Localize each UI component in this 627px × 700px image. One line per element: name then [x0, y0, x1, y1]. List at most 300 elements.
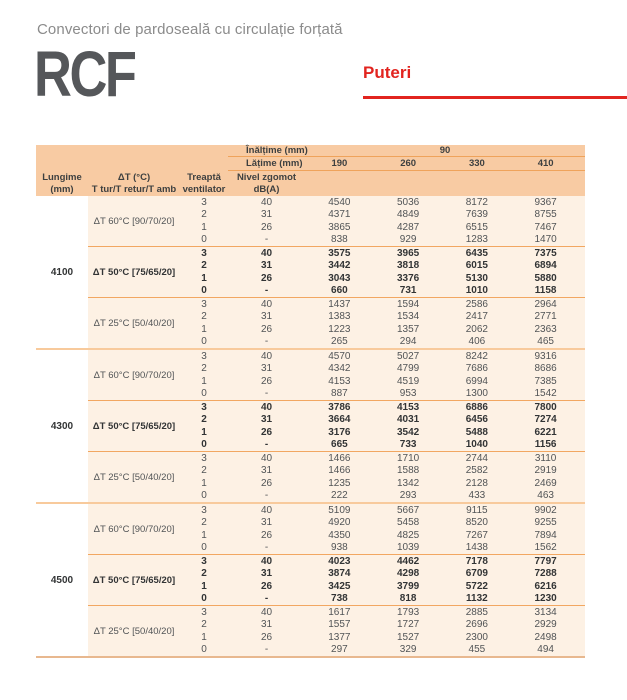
value-cell: 6221 [534, 426, 557, 438]
value-cell: 818 [399, 593, 417, 605]
value-cell: 4342 [328, 363, 351, 375]
value-cell: 2469 [534, 477, 557, 489]
value-cell: 1357 [397, 323, 420, 335]
value-cell: 265 [331, 336, 348, 348]
length-group [36, 196, 585, 348]
value-cell: 9115 [466, 504, 488, 516]
header-latime-410: 410 [537, 158, 554, 169]
value-cell: 1527 [397, 631, 420, 643]
data-row [180, 504, 585, 517]
value-cell: 1438 [465, 542, 488, 554]
value-cell: 3865 [328, 221, 351, 233]
value-cell: 1039 [397, 542, 420, 554]
dt-subgroup [88, 350, 585, 400]
data-row [180, 606, 585, 619]
treapta-cell: 2 [201, 619, 207, 631]
value-cell: 1383 [328, 311, 351, 323]
value-cell: 222 [331, 490, 348, 502]
value-cell: 5880 [534, 272, 557, 284]
value-cell: 2919 [534, 465, 557, 477]
value-cell: 294 [399, 336, 417, 348]
treapta-cell: 0 [201, 593, 207, 605]
data-row [180, 593, 585, 606]
data-row [180, 631, 585, 644]
value-cell: 433 [468, 490, 486, 502]
data-row [180, 375, 585, 388]
value-cell: 7178 [465, 555, 488, 567]
value-cell: 3818 [397, 260, 420, 272]
header-col-treapta-line2: ventilator [182, 183, 226, 195]
value-cell: 4849 [397, 209, 420, 221]
value-cell: 494 [537, 644, 554, 656]
value-cell: 4920 [328, 517, 351, 529]
treapta-cell: 0 [201, 644, 207, 656]
treapta-cell: 3 [201, 452, 207, 464]
zgomot-cell: - [264, 234, 269, 246]
value-cell: 455 [468, 644, 486, 656]
value-cell: 1132 [466, 593, 488, 605]
treapta-cell: 1 [201, 221, 207, 233]
value-cell: 4540 [328, 196, 351, 208]
zgomot-cell: 26 [260, 272, 273, 284]
section-header [363, 63, 627, 99]
value-cell: 1534 [397, 311, 420, 323]
value-cell: 329 [399, 644, 417, 656]
value-cell: 297 [331, 644, 348, 656]
header-col-dt-line2: T tur/T retur/T amb [91, 183, 177, 195]
value-cell: 4371 [328, 209, 351, 221]
dt-label: ΔT 25°C [50/40/20] [93, 317, 175, 329]
treapta-cell: 2 [201, 209, 207, 221]
dt-label: ΔT 50°C [75/65/20] [92, 574, 176, 586]
data-row [180, 285, 585, 298]
data-row [180, 517, 585, 530]
value-cell: 1223 [328, 323, 351, 335]
treapta-cell: 1 [201, 272, 207, 284]
value-cell: 3799 [397, 580, 420, 592]
lungime-cell: 4300 [36, 350, 88, 502]
page-subtitle: Convectori de pardoseală cu circulație forțată [37, 21, 343, 38]
treapta-cell: 0 [201, 234, 207, 246]
header-col-lungime [36, 171, 88, 196]
treapta-cell: 1 [201, 631, 207, 643]
value-cell: 1437 [328, 298, 351, 310]
zgomot-cell: 40 [260, 196, 273, 208]
value-cell: 2885 [465, 606, 488, 618]
treapta-cell: 0 [201, 490, 207, 502]
treapta-cell: 1 [201, 426, 207, 438]
dt-label: ΔT 25°C [50/40/20] [93, 471, 175, 483]
header-col-zgomot [228, 171, 305, 196]
subgroup-rows [180, 452, 585, 502]
value-cell: 1283 [465, 234, 488, 246]
value-cell: 406 [468, 336, 486, 348]
value-cell: 4519 [397, 375, 420, 387]
value-cell: 2582 [465, 465, 488, 477]
value-cell: 4570 [328, 350, 351, 362]
value-cell: 6015 [465, 260, 488, 272]
treapta-cell: 3 [201, 247, 207, 259]
treapta-cell: 1 [201, 529, 207, 541]
data-row [180, 272, 585, 285]
treapta-cell: 1 [201, 323, 207, 335]
zgomot-cell: - [264, 336, 269, 348]
data-row [180, 350, 585, 363]
value-cell: 1727 [397, 619, 420, 631]
data-row [180, 619, 585, 632]
zgomot-cell: 31 [260, 568, 273, 580]
lungime-cell: 4100 [36, 196, 88, 348]
value-cell: 4298 [397, 568, 420, 580]
value-cell: 6456 [465, 414, 488, 426]
data-row [180, 644, 585, 657]
subgroup-rows [180, 196, 585, 246]
value-cell: 6994 [465, 375, 488, 387]
powers-table [36, 145, 585, 658]
dt-subgroup [88, 451, 585, 502]
zgomot-cell: 40 [260, 247, 273, 259]
value-cell: 929 [399, 234, 417, 246]
value-cell: 1010 [465, 285, 488, 297]
subgroup-rows [180, 606, 585, 656]
value-cell: 9316 [534, 350, 557, 362]
treapta-cell: 2 [201, 414, 207, 426]
treapta-cell: 3 [201, 606, 207, 618]
treapta-cell: 0 [201, 388, 207, 400]
data-row [180, 426, 585, 439]
treapta-cell: 1 [201, 580, 207, 592]
dt-subgroup [88, 554, 585, 605]
table-header [36, 145, 585, 196]
dt-label: ΔT 25°C [50/40/20] [93, 625, 175, 637]
value-cell: 3442 [328, 260, 351, 272]
value-cell: 3425 [328, 580, 351, 592]
value-cell: 9367 [534, 196, 557, 208]
value-cell: 7385 [534, 375, 557, 387]
data-row [180, 311, 585, 324]
value-cell: 1588 [397, 465, 420, 477]
dt-label: ΔT 50°C [75/65/20] [92, 420, 176, 432]
value-cell: 7894 [534, 529, 557, 541]
value-cell: 7288 [534, 568, 557, 580]
value-cell: 7267 [465, 529, 488, 541]
data-row [180, 298, 585, 311]
data-row [180, 452, 585, 465]
treapta-cell: 3 [201, 350, 207, 362]
treapta-cell: 3 [201, 401, 207, 413]
zgomot-cell: 31 [260, 209, 273, 221]
treapta-cell: 2 [201, 363, 207, 375]
header-row-inaltime [36, 145, 585, 157]
data-row [180, 477, 585, 490]
value-cell: 2498 [534, 631, 557, 643]
value-cell: 6894 [534, 260, 557, 272]
data-row [180, 542, 585, 555]
value-cell: 7467 [534, 221, 557, 233]
dt-subgroup [88, 196, 585, 246]
treapta-cell: 2 [201, 311, 207, 323]
zgomot-cell: 31 [260, 465, 273, 477]
value-cell: 6886 [465, 401, 488, 413]
value-cell: 731 [399, 285, 417, 297]
header-col-treapta [180, 171, 228, 196]
treapta-cell: 3 [201, 504, 207, 516]
value-cell: 1377 [328, 631, 351, 643]
value-cell: 1710 [397, 452, 420, 464]
value-cell: 1470 [534, 234, 557, 246]
value-cell: 3110 [534, 452, 557, 464]
header-col-treapta-line1: Treaptă [187, 172, 221, 184]
value-cell: 6435 [465, 247, 488, 259]
zgomot-cell: 26 [260, 221, 273, 233]
value-cell: 7800 [534, 401, 557, 413]
value-cell: 4023 [328, 555, 351, 567]
section-title: Puteri [363, 63, 412, 82]
value-cell: 4031 [397, 414, 420, 426]
value-cell: 465 [537, 336, 554, 348]
dt-subgroup [88, 504, 585, 554]
length-group [36, 502, 585, 656]
zgomot-cell: 26 [260, 375, 273, 387]
value-cell: 2586 [465, 298, 488, 310]
header-inaltime-value: 90 [439, 145, 451, 156]
value-cell: 8520 [465, 517, 488, 529]
value-cell: 5109 [328, 504, 351, 516]
subgroup-rows [180, 401, 585, 451]
treapta-cell: 0 [201, 439, 207, 451]
value-cell: 2417 [465, 311, 488, 323]
value-cell: 2929 [534, 619, 557, 631]
value-cell: 7686 [465, 363, 488, 375]
value-cell: 9902 [534, 504, 557, 516]
dt-subgroup [88, 400, 585, 451]
header-spacer [36, 145, 228, 157]
zgomot-cell: 40 [260, 606, 273, 618]
value-cell: 3786 [328, 401, 351, 413]
data-row [180, 221, 585, 234]
value-cell: 838 [331, 234, 348, 246]
zgomot-cell: 26 [260, 631, 273, 643]
value-cell: 5488 [465, 426, 488, 438]
subgroup-rows [180, 504, 585, 554]
value-cell: 7639 [465, 209, 488, 221]
value-cell: 3542 [397, 426, 420, 438]
treapta-cell: 2 [201, 568, 207, 580]
value-cell: 887 [331, 388, 348, 400]
product-code: RCF [34, 38, 135, 110]
value-cell: 3376 [397, 272, 420, 284]
treapta-cell: 0 [201, 336, 207, 348]
data-row [180, 388, 585, 401]
value-cell: 3664 [328, 414, 351, 426]
value-cell: 1342 [397, 477, 420, 489]
dt-label: ΔT 60°C [90/70/20] [93, 369, 175, 381]
subgroup-rows [180, 298, 585, 348]
value-cell: 293 [399, 490, 417, 502]
data-row [180, 490, 585, 503]
zgomot-cell: - [264, 490, 269, 502]
zgomot-cell: 26 [260, 323, 273, 335]
zgomot-cell: - [264, 439, 269, 451]
data-row [180, 209, 585, 222]
zgomot-cell: 31 [260, 363, 273, 375]
data-row [180, 555, 585, 568]
header-latime-330: 330 [468, 158, 485, 169]
data-row [180, 234, 585, 247]
value-cell: 4799 [397, 363, 420, 375]
data-row [180, 260, 585, 273]
zgomot-cell: 40 [260, 401, 273, 413]
treapta-cell: 0 [201, 542, 207, 554]
header-latime-260: 260 [400, 158, 417, 169]
value-cell: 1235 [328, 477, 351, 489]
data-row [180, 363, 585, 376]
value-cell: 1562 [534, 542, 557, 554]
data-row [180, 580, 585, 593]
zgomot-cell: 31 [260, 311, 273, 323]
value-cell: 7797 [534, 555, 557, 567]
treapta-cell: 3 [201, 298, 207, 310]
data-row [180, 401, 585, 414]
subgroup-rows [180, 555, 585, 605]
value-cell: 2744 [465, 452, 488, 464]
value-cell: 953 [399, 388, 417, 400]
data-row [180, 196, 585, 209]
value-cell: 1230 [534, 593, 557, 605]
subgroup-rows [180, 247, 585, 297]
zgomot-cell: 31 [260, 619, 273, 631]
value-cell: 4153 [328, 375, 351, 387]
dt-label: ΔT 60°C [90/70/20] [93, 523, 175, 535]
header-inaltime-label: Înălțime (mm) [246, 145, 308, 156]
value-cell: 9255 [534, 517, 557, 529]
dt-subgroup [88, 297, 585, 348]
group-right [88, 350, 585, 502]
header-col-dt-line1: ΔT (°C) [117, 172, 151, 184]
value-cell: 3965 [397, 247, 420, 259]
value-cell: 8242 [465, 350, 488, 362]
value-cell: 5458 [397, 517, 420, 529]
data-row [180, 568, 585, 581]
dt-label: ΔT 50°C [75/65/20] [92, 266, 176, 278]
group-right [88, 504, 585, 656]
data-row [180, 439, 585, 452]
value-cell: 1466 [328, 452, 351, 464]
value-cell: 2062 [465, 323, 488, 335]
value-cell: 660 [331, 285, 348, 297]
value-cell: 733 [399, 439, 417, 451]
zgomot-cell: 40 [260, 504, 273, 516]
value-cell: 6709 [465, 568, 488, 580]
group-right [88, 196, 585, 348]
treapta-cell: 1 [201, 477, 207, 489]
zgomot-cell: 31 [260, 517, 273, 529]
value-cell: 4825 [397, 529, 420, 541]
value-cell: 2363 [534, 323, 557, 335]
zgomot-cell: 40 [260, 298, 273, 310]
zgomot-cell: 40 [260, 555, 273, 567]
value-cell: 3874 [328, 568, 351, 580]
subgroup-rows [180, 350, 585, 400]
value-cell: 4287 [397, 221, 420, 233]
header-row-latime [36, 157, 585, 171]
zgomot-cell: 40 [260, 350, 273, 362]
header-col-lungime-line2: (mm) [50, 183, 74, 195]
section-underline [363, 96, 627, 99]
value-cell: 6216 [534, 580, 557, 592]
value-cell: 1300 [465, 388, 488, 400]
zgomot-cell: 31 [260, 414, 273, 426]
value-cell: 5027 [397, 350, 420, 362]
table-body [36, 196, 585, 658]
value-cell: 8686 [534, 363, 557, 375]
value-cell: 7375 [534, 247, 557, 259]
treapta-cell: 3 [201, 196, 207, 208]
value-cell: 4153 [397, 401, 420, 413]
zgomot-cell: - [264, 593, 269, 605]
value-cell: 4350 [328, 529, 351, 541]
dt-subgroup [88, 605, 585, 656]
value-cell: 1557 [328, 619, 351, 631]
value-cell: 2300 [465, 631, 488, 643]
value-cell: 1617 [328, 606, 351, 618]
value-cell: 3575 [328, 247, 351, 259]
zgomot-cell: 26 [260, 477, 273, 489]
value-cell: 1466 [328, 465, 351, 477]
value-cell: 2128 [465, 477, 488, 489]
header-col-zgomot-line1: Nivel zgomot [236, 172, 297, 184]
treapta-cell: 2 [201, 517, 207, 529]
dt-subgroup [88, 246, 585, 297]
zgomot-cell: 26 [260, 426, 273, 438]
header-latime-label: Lățime (mm) [246, 158, 303, 169]
header-col-lungime-line1: Lungime [42, 172, 82, 184]
zgomot-cell: 31 [260, 260, 273, 272]
value-cell: 1158 [534, 285, 557, 297]
header-spacer [36, 157, 228, 171]
zgomot-cell: - [264, 285, 269, 297]
value-cell: 2696 [465, 619, 488, 631]
value-cell: 7274 [534, 414, 557, 426]
value-cell: 5130 [465, 272, 488, 284]
data-row [180, 465, 585, 478]
zgomot-cell: - [264, 388, 269, 400]
value-cell: 1040 [465, 439, 488, 451]
value-cell: 5036 [397, 196, 420, 208]
treapta-cell: 2 [201, 260, 207, 272]
zgomot-cell: 40 [260, 452, 273, 464]
value-cell: 1542 [534, 388, 557, 400]
value-cell: 4462 [397, 555, 420, 567]
zgomot-cell: 26 [260, 529, 273, 541]
value-cell: 665 [331, 439, 348, 451]
value-cell: 2771 [534, 311, 557, 323]
data-row [180, 529, 585, 542]
data-row [180, 414, 585, 427]
treapta-cell: 2 [201, 465, 207, 477]
dt-label: ΔT 60°C [90/70/20] [93, 215, 175, 227]
zgomot-cell: - [264, 542, 269, 554]
header-latime-190: 190 [331, 158, 348, 169]
treapta-cell: 3 [201, 555, 207, 567]
value-cell: 2964 [534, 298, 557, 310]
value-cell: 5667 [397, 504, 420, 516]
value-cell: 938 [331, 542, 348, 554]
value-cell: 8755 [534, 209, 557, 221]
treapta-cell: 0 [201, 285, 207, 297]
value-cell: 6515 [465, 221, 488, 233]
value-cell: 738 [331, 593, 348, 605]
